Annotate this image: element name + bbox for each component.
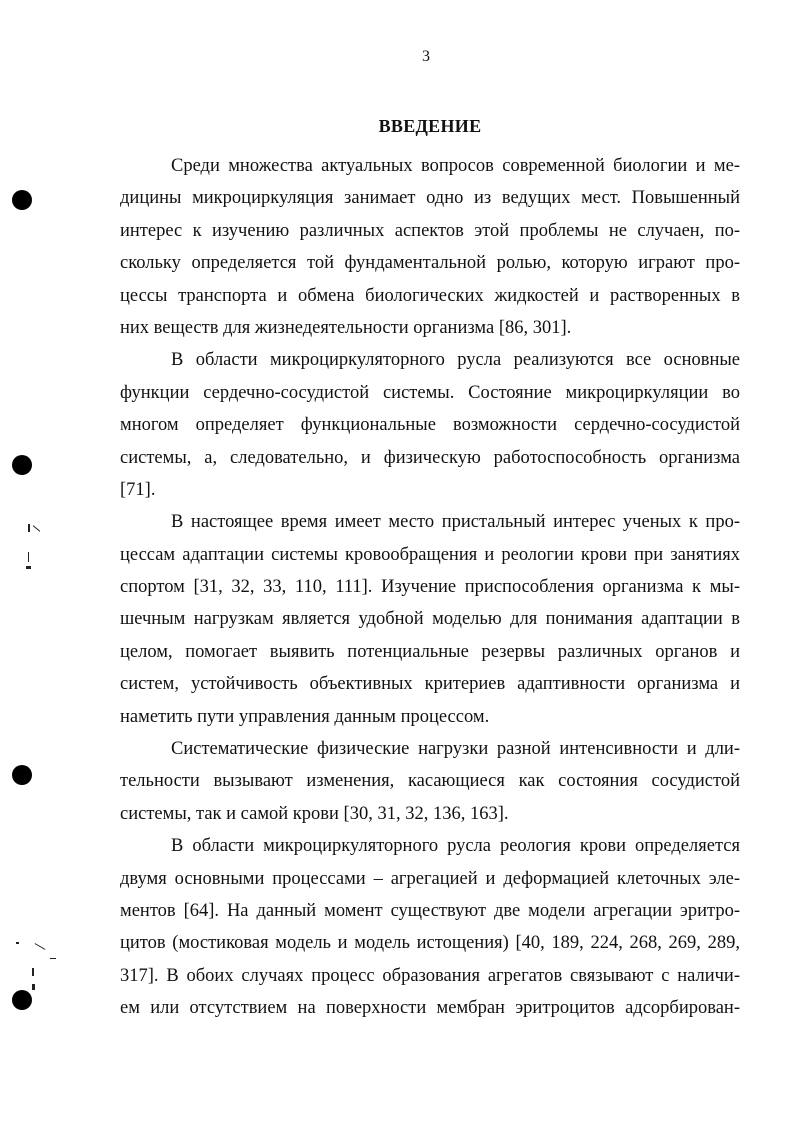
text-line: 317]. В обоих случаях процесс образования агрегатов связывают с наличи-: [120, 965, 740, 986]
scan-speck: [16, 942, 19, 944]
binder-hole: [12, 765, 32, 785]
text-line: ем или отсутствием на поверхности мембран эритроцитов адсорбирован-: [120, 998, 740, 1019]
text-line: В области микроциркуляторного русла реализуются все основные: [171, 350, 740, 371]
scan-speck: [26, 566, 31, 569]
text-line: интерес к изучению различных аспектов этой проблемы не случаен, по-: [120, 220, 740, 241]
text-line: них веществ для жизнедеятельности организма [86, 301].: [120, 317, 572, 338]
text-line: цессам адаптации системы кровообращения и реологии крови при занятиях: [120, 544, 740, 565]
binder-hole: [12, 455, 32, 475]
text-line: системы, а, следовательно, и физическую работоспособность организма: [120, 447, 740, 468]
section-heading: ВВЕДЕНИЕ: [378, 116, 482, 136]
text-line: функции сердечно-сосудистой системы. Состояние микроциркуляции во: [120, 382, 740, 403]
scan-speck: [50, 958, 56, 959]
text-line: систем, устойчивость объективных критериев адаптивности организма и: [120, 674, 740, 695]
text-line: Среди множества актуальных вопросов современной биологии и ме-: [171, 156, 740, 176]
text-line: цессы транспорта и обмена биологических жидкостей и растворенных в: [120, 285, 740, 306]
scan-speck: [32, 984, 35, 990]
scan-speck: [28, 552, 29, 562]
body-text: [120, 150, 740, 1025]
scan-speck: [35, 943, 46, 950]
scan-speck: [33, 525, 41, 532]
scan-speck: [28, 524, 30, 532]
text-line: двумя основными процессами – агрегацией и деформацией клеточных эле-: [120, 868, 740, 889]
paragraph: [120, 506, 740, 733]
text-line: шечным нагрузкам является удобной моделью для понимания адаптации в: [120, 609, 740, 630]
paragraph: [120, 733, 740, 830]
text-line: скольку определяется той фундаментальной ролью, которую играют про-: [120, 253, 740, 274]
text-line: целом, помогает выявить потенциальные резервы различных органов и: [120, 641, 740, 662]
text-line: спортом [31, 32, 33, 110, 111]. Изучение приспособления организма к мы-: [120, 577, 740, 598]
text-line: многом определяет функциональные возможности сердечно-сосудистой: [120, 415, 740, 436]
text-line: цитов (мостиковая модель и модель истощения) [40, 189, 224, 268, 269, 289,: [120, 933, 740, 954]
text-line: В настоящее время имеет место пристальный интерес ученых к про-: [171, 512, 740, 533]
paragraph: [120, 830, 740, 1024]
text-line: Систематические физические нагрузки разной интенсивности и дли-: [171, 739, 740, 760]
text-line: дицины микроциркуляция занимает одно из ведущих мест. Повышенный: [120, 188, 740, 209]
text-line: тельности вызывают изменения, касающиеся как состояния сосудистой: [120, 771, 740, 792]
page-number: 3: [422, 48, 430, 65]
text-line: наметить пути управления данным процессом.: [120, 706, 490, 727]
binder-hole: [12, 190, 32, 210]
paragraph: [120, 150, 740, 344]
binder-hole: [12, 990, 32, 1010]
text-line: ментов [64]. На данный момент существуют две модели агрегации эритро-: [120, 900, 740, 921]
scan-speck: [32, 968, 34, 976]
text-line: системы, так и самой крови [30, 31, 32, 136, 163].: [120, 803, 509, 824]
text-line: [71].: [120, 479, 156, 500]
paragraph: [120, 344, 740, 506]
text-line: В области микроциркуляторного русла реология крови определяется: [171, 836, 740, 857]
